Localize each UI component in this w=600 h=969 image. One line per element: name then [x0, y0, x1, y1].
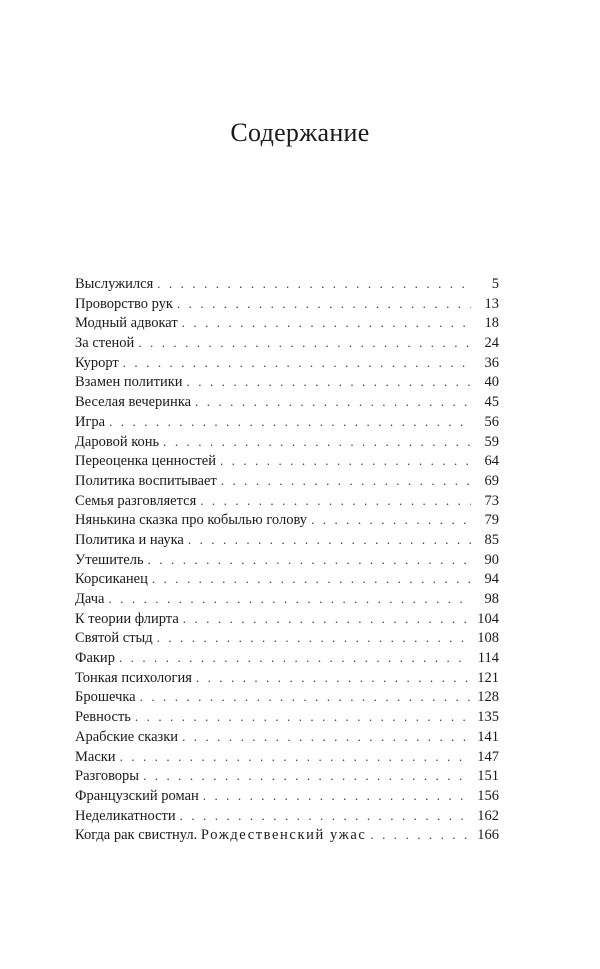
toc-entry-page-number: 114: [477, 650, 499, 667]
dot-leader: [140, 687, 471, 707]
toc-entry-title: К теории флирта: [75, 610, 179, 627]
toc-entry[interactable]: [75, 766, 499, 786]
toc-entry[interactable]: [75, 687, 499, 707]
dot-leader: [220, 451, 471, 471]
toc-entry-page-number: 98: [484, 591, 499, 607]
toc-entry-page-number: 64: [484, 453, 499, 470]
dot-leader: [138, 333, 471, 353]
toc-entry[interactable]: [75, 609, 499, 629]
dot-leader: [187, 372, 471, 392]
toc-entry-page-number: 40: [484, 374, 499, 391]
toc-entry[interactable]: [75, 806, 499, 826]
toc-entry[interactable]: [75, 274, 499, 294]
dot-leader: [188, 530, 471, 550]
toc-entry-title: Курорт: [75, 354, 119, 371]
toc-entry-title: Переоценка ценностей: [75, 453, 216, 470]
toc-entry-page-number: 166: [477, 827, 499, 844]
toc-entry-title: Веселая вечеринка: [75, 394, 192, 411]
toc-entry-page-number: 162: [477, 807, 499, 824]
dot-leader: [157, 628, 471, 648]
toc-entry[interactable]: [75, 786, 499, 806]
toc-entry[interactable]: [75, 392, 499, 412]
toc-entry[interactable]: [75, 628, 499, 648]
page-title: Содержание: [230, 118, 370, 147]
toc-entry-title: Даровой конь: [75, 433, 160, 450]
toc-entry-page-number: 141: [477, 728, 499, 745]
toc-entry-title: Игра: [75, 413, 106, 430]
toc-entry-title: Святой стыд: [75, 630, 153, 647]
dot-leader: [180, 806, 471, 826]
dot-leader: [177, 294, 471, 314]
dot-leader: [195, 392, 471, 412]
toc-entry-title: Неделикатности: [75, 807, 176, 824]
toc-entry-page-number: 94: [484, 571, 499, 588]
toc-entry-page-number: 85: [484, 531, 499, 548]
toc-entry[interactable]: [75, 412, 499, 432]
toc-entry-title: Ревность: [75, 709, 131, 726]
toc-entry[interactable]: [75, 432, 499, 452]
toc-entry[interactable]: [75, 491, 499, 511]
toc-entry[interactable]: [75, 550, 499, 570]
toc-entry-title: Модный адвокат: [75, 315, 178, 332]
dot-leader: [182, 727, 471, 747]
toc-entry-page-number: 24: [484, 335, 499, 352]
toc-entry-title: Факир: [75, 650, 115, 667]
toc-entry-title: Маски: [75, 748, 116, 765]
toc-entry-page-number: 151: [477, 768, 499, 785]
dot-leader: [370, 825, 471, 845]
dot-leader: [109, 412, 471, 432]
toc-entry-title: Политика воспитывает: [75, 472, 217, 489]
toc-entry-page-number: 13: [484, 295, 499, 312]
toc-entry-page-number: 56: [484, 413, 499, 430]
dot-leader: [200, 491, 471, 511]
dot-leader: [182, 313, 471, 333]
toc-entry-page-number: 5: [491, 276, 499, 292]
toc-entry-page-number: 79: [484, 512, 499, 529]
toc-entry-page-number: 90: [484, 551, 499, 568]
toc-entry-page-number: 147: [477, 748, 499, 765]
toc-entry[interactable]: [75, 353, 499, 373]
toc-entry-page-number: 135: [477, 709, 499, 726]
toc-entry-title: Французский роман: [75, 787, 199, 804]
toc-entry[interactable]: [75, 648, 499, 668]
toc-entry-page-number: 69: [484, 472, 499, 489]
toc-entry[interactable]: [75, 372, 499, 392]
toc-entry-title: Взамен политики: [75, 374, 183, 391]
toc-entry[interactable]: [75, 707, 499, 727]
toc-entry-page-number: 104: [477, 610, 499, 627]
toc-entry[interactable]: [75, 668, 499, 688]
dot-leader: [152, 569, 471, 589]
toc-entry-page-number: 121: [477, 669, 499, 686]
toc-entry-page-number: 18: [484, 315, 499, 332]
toc-entry-title: Выслужился: [75, 276, 154, 292]
toc-entry[interactable]: [75, 530, 499, 550]
toc-entry-title: Брошечка: [75, 689, 136, 706]
dot-leader: [203, 786, 471, 806]
toc-entry[interactable]: [75, 747, 499, 767]
toc-entry-page-number: 156: [477, 787, 499, 804]
toc-entry-title: Политика и наука: [75, 531, 184, 548]
toc-entry[interactable]: [75, 313, 499, 333]
toc-entry-page-number: 59: [484, 433, 499, 450]
toc-entry-page-number: 128: [477, 689, 499, 706]
dot-leader: [135, 707, 471, 727]
dot-leader: [123, 353, 471, 373]
toc-entry[interactable]: [75, 727, 499, 747]
toc-entry[interactable]: [75, 825, 499, 845]
table-of-contents: [75, 274, 499, 845]
toc-entry-title: За стеной: [75, 335, 135, 352]
toc-entry[interactable]: [75, 471, 499, 491]
toc-entry-page-number: 45: [484, 394, 499, 411]
toc-entry-title: Семья разговляется: [75, 492, 197, 509]
toc-entry-title: Дача: [75, 591, 105, 607]
toc-entry[interactable]: [75, 510, 499, 530]
toc-entry-title: Утешитель: [75, 551, 144, 568]
dot-leader: [119, 648, 471, 668]
toc-entry-title: Арабские сказки: [75, 728, 179, 745]
toc-entry[interactable]: [75, 569, 499, 589]
dot-leader: [148, 550, 471, 570]
toc-entry[interactable]: [75, 451, 499, 471]
dot-leader: [143, 766, 471, 786]
toc-entry-title: Нянькина сказка про кобылью голову: [75, 512, 308, 529]
toc-entry[interactable]: [75, 589, 499, 609]
toc-entry[interactable]: [75, 333, 499, 353]
dot-leader: [108, 589, 471, 609]
toc-entry-title: Корсиканец: [75, 571, 148, 588]
toc-entry-title: Тонкая психология: [75, 669, 192, 686]
dot-leader: [183, 609, 471, 629]
toc-entry-page-number: 36: [484, 354, 499, 371]
dot-leader: [221, 471, 471, 491]
dot-leader: [163, 432, 471, 452]
dot-leader: [311, 510, 471, 530]
dot-leader: [196, 668, 471, 688]
toc-entry-title: Когда рак свистнул. Рождественский ужас: [75, 827, 367, 844]
toc-entry-title: Проворство рук: [75, 295, 173, 312]
toc-entry[interactable]: [75, 294, 499, 314]
toc-entry-page-number: 108: [477, 630, 499, 647]
toc-entry-title: Разговоры: [75, 768, 140, 785]
toc-entry-page-number: 73: [484, 492, 499, 509]
dot-leader: [157, 274, 471, 294]
dot-leader: [120, 747, 471, 767]
